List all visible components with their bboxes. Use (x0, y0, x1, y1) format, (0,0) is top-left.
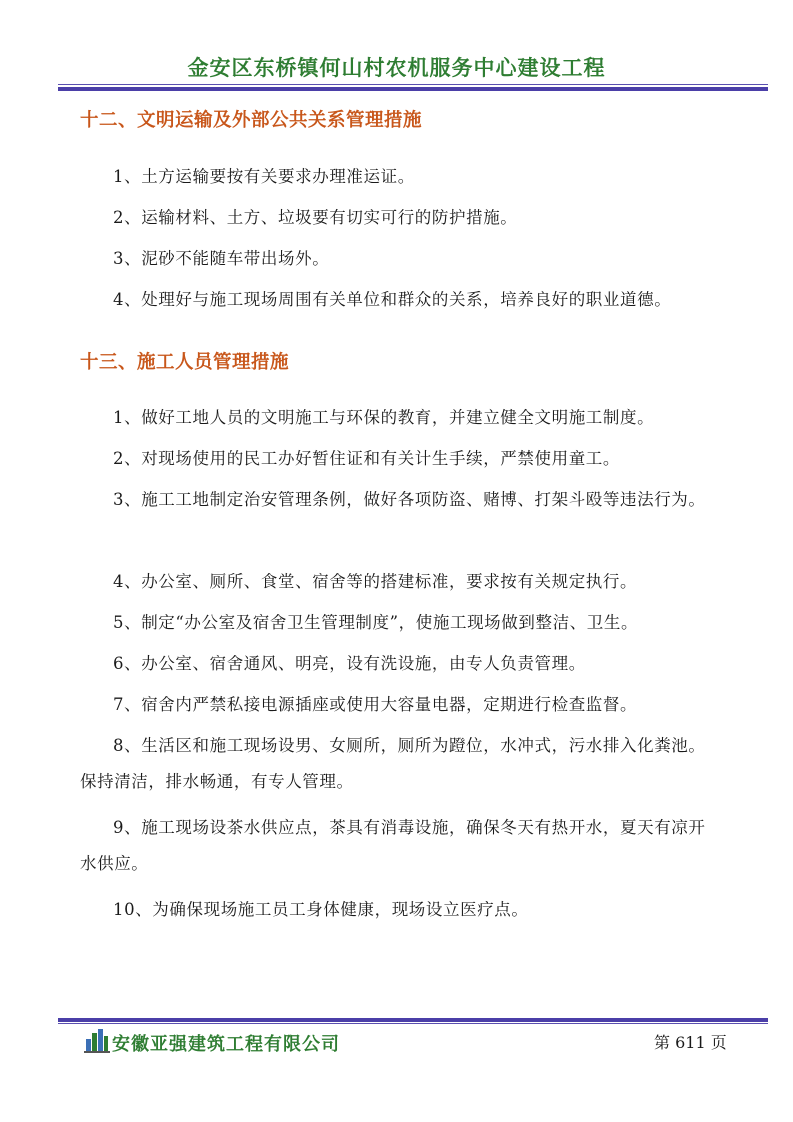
section-13-item-10: 10、为确保现场施工员工身体健康，现场设立医疗点。 (113, 900, 529, 919)
footer-rule-thin (58, 1023, 768, 1024)
section-13-item-8: 8、生活区和施工现场设男、女厕所，厕所为蹬位，水冲式，污水排入化粪池。保持清洁，排水畅通，有专人管理。 (80, 736, 706, 791)
footer-company-name: 安徽亚强建筑工程有限公司 (112, 1034, 340, 1055)
section-13-item-1: 1、做好工地人员的文明施工与环保的教育，并建立健全文明施工制度。 (113, 408, 655, 427)
section-13-item-4: 4、办公室、厕所、食堂、宿舍等的搭建标准，要求按有关规定执行。 (113, 572, 638, 591)
header-rule-thick (58, 87, 768, 91)
footer-rule-thick (58, 1018, 768, 1022)
section-12-item-2: 2、运输材料、土方、垃圾要有切实可行的防护措施。 (113, 208, 518, 227)
section-13-item-2: 2、对现场使用的民工办好暂住证和有关计生手续，严禁使用童工。 (113, 449, 620, 468)
section-12-item-4: 4、处理好与施工现场周围有关单位和群众的关系，培养良好的职业道德。 (113, 290, 672, 309)
building-logo-icon (84, 1027, 110, 1053)
section-13-item-9: 9、施工现场设茶水供应点，茶具有消毒设施，确保冬天有热开水，夏天有凉开水供应。 (80, 818, 706, 873)
section-13-item-6: 6、办公室、宿舍通风、明亮，设有洗设施，由专人负责管理。 (113, 654, 586, 673)
section-13-item-5: 5、制定“办公室及宿舍卫生管理制度”，使施工现场做到整洁、卫生。 (113, 613, 639, 632)
section-13-item-3: 3、施工工地制定治安管理条例，做好各项防盗、赌博、打架斗殴等违法行为。 (113, 490, 706, 509)
header-rule-thin (58, 84, 768, 85)
header-title: 金安区东桥镇何山村农机服务中心建设工程 (187, 56, 606, 80)
section-12-item-1: 1、土方运输要按有关要求办理准运证。 (113, 167, 415, 186)
footer-page-number: 第 611 页 (654, 1033, 727, 1052)
section-12-item-3: 3、泥砂不能随车带出场外。 (113, 249, 330, 268)
section-13-heading: 十三、施工人员管理措施 (80, 352, 290, 373)
section-13-item-7: 7、宿舍内严禁私接电源插座或使用大容量电器，定期进行检查监督。 (113, 695, 638, 714)
section-12-heading: 十二、文明运输及外部公共关系管理措施 (80, 110, 423, 131)
